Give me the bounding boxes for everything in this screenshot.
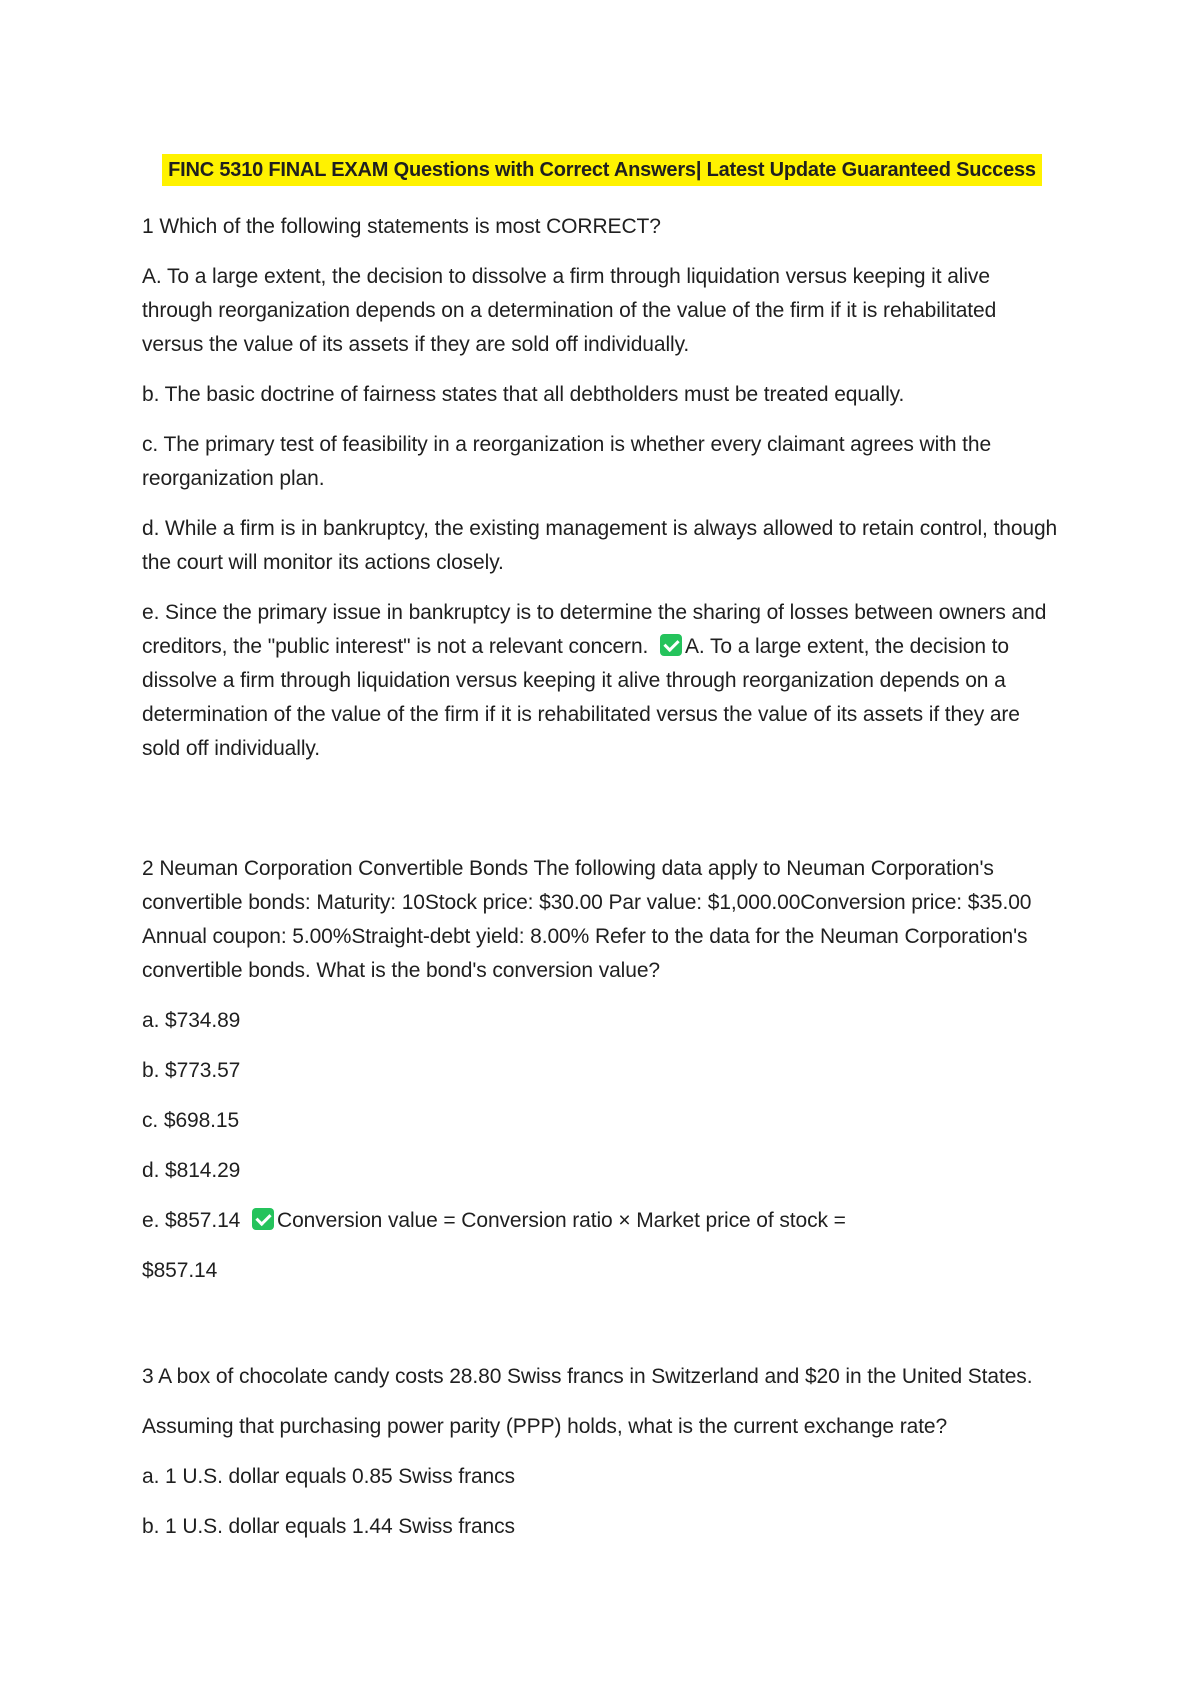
question-3 — [142, 1360, 1062, 1544]
document-title: FINC 5310 FINAL EXAM Questions with Correct Answers| Latest Update Guaranteed Success — [162, 154, 1042, 186]
question-2-option-a: a. $734.89 — [142, 1009, 241, 1032]
question-2-answer: Conversion value = Conversion ratio × Market price of stock = — [277, 1209, 846, 1232]
question-1-option-d: d. While a firm is in bankruptcy, the existing management is always allowed to retain control, though the court will monitor its actions closely. — [142, 517, 1058, 574]
question-2-option-e — [142, 1204, 1062, 1238]
question-1-option-e-text: e. Since the primary issue in bankruptcy is to determine the sharing of losses between owners and creditors, the "public interest" is not a relevant concern. — [142, 601, 1047, 658]
question-2-answer-value: $857.14 — [142, 1259, 218, 1282]
question-1 — [142, 210, 1062, 766]
question-1-option-c: c. The primary test of feasibility in a reorganization is whether every claimant agrees with the reorganization plan. — [142, 433, 992, 490]
question-2-option-e-text: e. $857.14 — [142, 1209, 241, 1232]
question-2-option-b: b. $773.57 — [142, 1059, 241, 1082]
question-1-answer: A. To a large extent, the decision to dissolve a firm through liquidation versus keeping it alive through reorganization depends on a determination of the value of the firm if it is rehabilitated versus the value of its assets if they are sold off individually. — [142, 635, 1020, 760]
check-mark-icon — [660, 634, 682, 656]
question-2-option-d: d. $814.29 — [142, 1159, 241, 1182]
question-2-stem: 2 Neuman Corporation Convertible Bonds The following data apply to Neuman Corporation's convertible bonds: Maturity: 10Stock price: $30.00 Par value: $1,000.00Conversion price: $35.00 Annual coupon: 5.00%Straight-debt yield: 8.00% Refer to the data for the Neuman Corporation's convertible bonds. What is the bond's conversion value? — [142, 857, 1032, 982]
question-3-option-b: b. 1 U.S. dollar equals 1.44 Swiss francs — [142, 1515, 515, 1538]
question-3-stem-line-1: 3 A box of chocolate candy costs 28.80 Swiss francs in Switzerland and $20 in the United States. — [142, 1365, 1033, 1388]
question-2 — [142, 852, 1062, 1288]
question-1-option-b: b. The basic doctrine of fairness states that all debtholders must be treated equally. — [142, 383, 905, 406]
spacer — [142, 1304, 1062, 1360]
question-1-stem: 1 Which of the following statements is most CORRECT? — [142, 215, 661, 238]
title-row — [142, 154, 1062, 186]
document-body — [142, 154, 1062, 1560]
question-2-option-c: c. $698.15 — [142, 1109, 240, 1132]
check-mark-icon — [252, 1208, 274, 1230]
question-3-option-a: a. 1 U.S. dollar equals 0.85 Swiss francs — [142, 1465, 515, 1488]
question-3-stem-line-2: Assuming that purchasing power parity (PPP) holds, what is the current exchange rate? — [142, 1415, 948, 1438]
spacer — [142, 782, 1062, 852]
question-1-option-e — [142, 596, 1062, 766]
question-1-option-a: A. To a large extent, the decision to dissolve a firm through liquidation versus keeping it alive through reorganization depends on a determination of the value of the firm if it is rehabilitated versus the value of its assets if they are sold off individually. — [142, 265, 997, 356]
